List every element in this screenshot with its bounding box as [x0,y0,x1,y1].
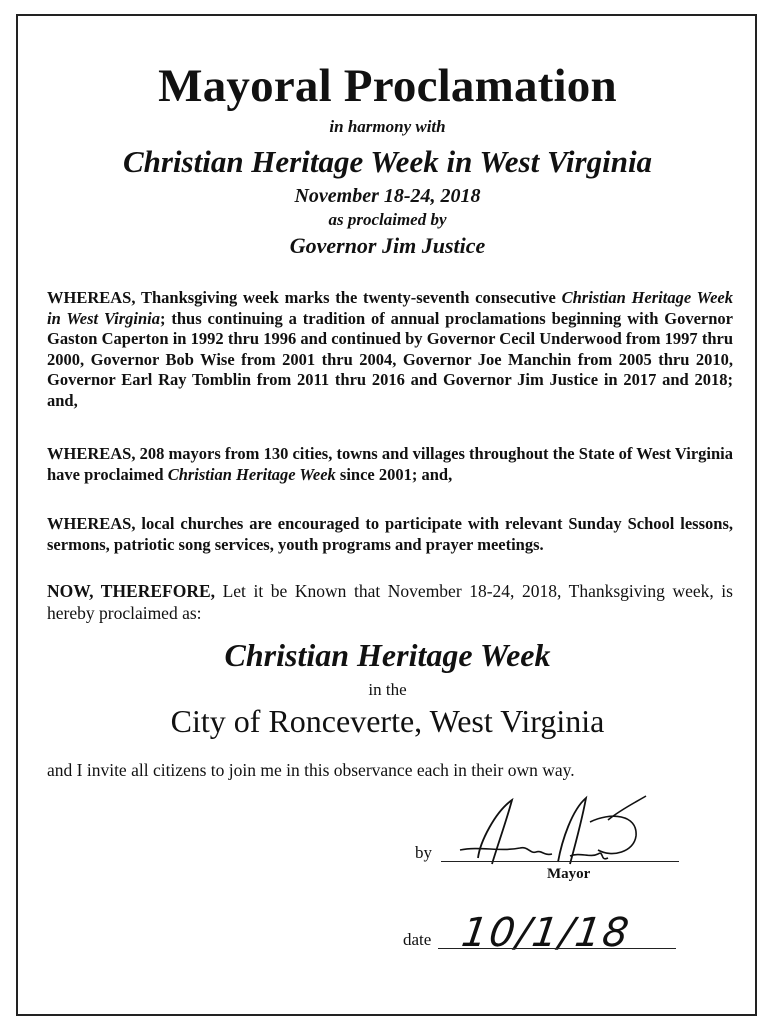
whereas-paragraph-3 [47,514,733,555]
paragraph-text: 208 mayors from 130 cities, towns and villages throughout the State of West Virginia have proclaimed [47,444,733,484]
paragraph-text: ; thus continuing a tradition of annual proclamations beginning with Governor Gaston Caperton in 1992 thru 1996 and continued by Governor Cecil Underwood from 1997 thru 2000, Governor Bob Wise from 2001 thru 2004, Governor Joe Manchin from 2005 thru 2010, Governor Earl Ray Tomblin from 2011 thru 2016 and Governor Jim Justice in 2017 and 2018; and, [47,308,733,410]
paragraph-lead: WHEREAS, [47,444,136,463]
in-the-label: in the [368,680,407,699]
by-label: by [415,843,432,862]
paragraph-emphasis: Christian Heritage Week in West Virginia [47,288,733,328]
subtitle-proclaimed-by: as proclaimed by [328,210,447,229]
governor-name: Governor Jim Justice [289,233,486,258]
paragraph-text: Let it be Known that November 18-24, 2018, Thanksgiving week, is hereby proclaimed as: [47,581,733,623]
subtitle-in-harmony: in harmony with [329,117,446,136]
whereas-paragraph-1 [47,288,733,411]
event-name: Christian Heritage Week in West Virginia [122,144,653,179]
invitation-text: and I invite all citizens to join me in this observance each in their own way. [47,760,575,780]
paragraph-lead: NOW, THEREFORE, [47,581,216,601]
paragraph-text: since 2001; and, [335,464,453,484]
whereas-paragraph-2 [47,444,733,485]
city-name: City of Ronceverte, West Virginia [170,703,605,739]
paragraph-lead: WHEREAS, [47,288,136,307]
page-title: Mayoral Proclamation [158,60,617,112]
event-dates: November 18-24, 2018 [294,185,481,207]
paragraph-emphasis: Christian Heritage Week [167,464,336,484]
now-therefore-paragraph [47,581,733,624]
mayor-label: Mayor [547,866,591,882]
signature-line [441,861,679,862]
date-line [438,948,676,949]
handwritten-date: 10/1/18 [458,910,634,956]
proclaimed-week-name: Christian Heritage Week [224,637,551,673]
mayor-signature [440,792,670,872]
paragraph-text: local churches are encouraged to participate with relevant Sunday School lessons, sermons, patriotic song services, youth programs and prayer meetings. [47,514,733,554]
paragraph-lead: WHEREAS, [47,514,136,533]
paragraph-text: Thanksgiving week marks the twenty-seventh consecutive [135,288,562,307]
date-label: date [403,930,432,949]
